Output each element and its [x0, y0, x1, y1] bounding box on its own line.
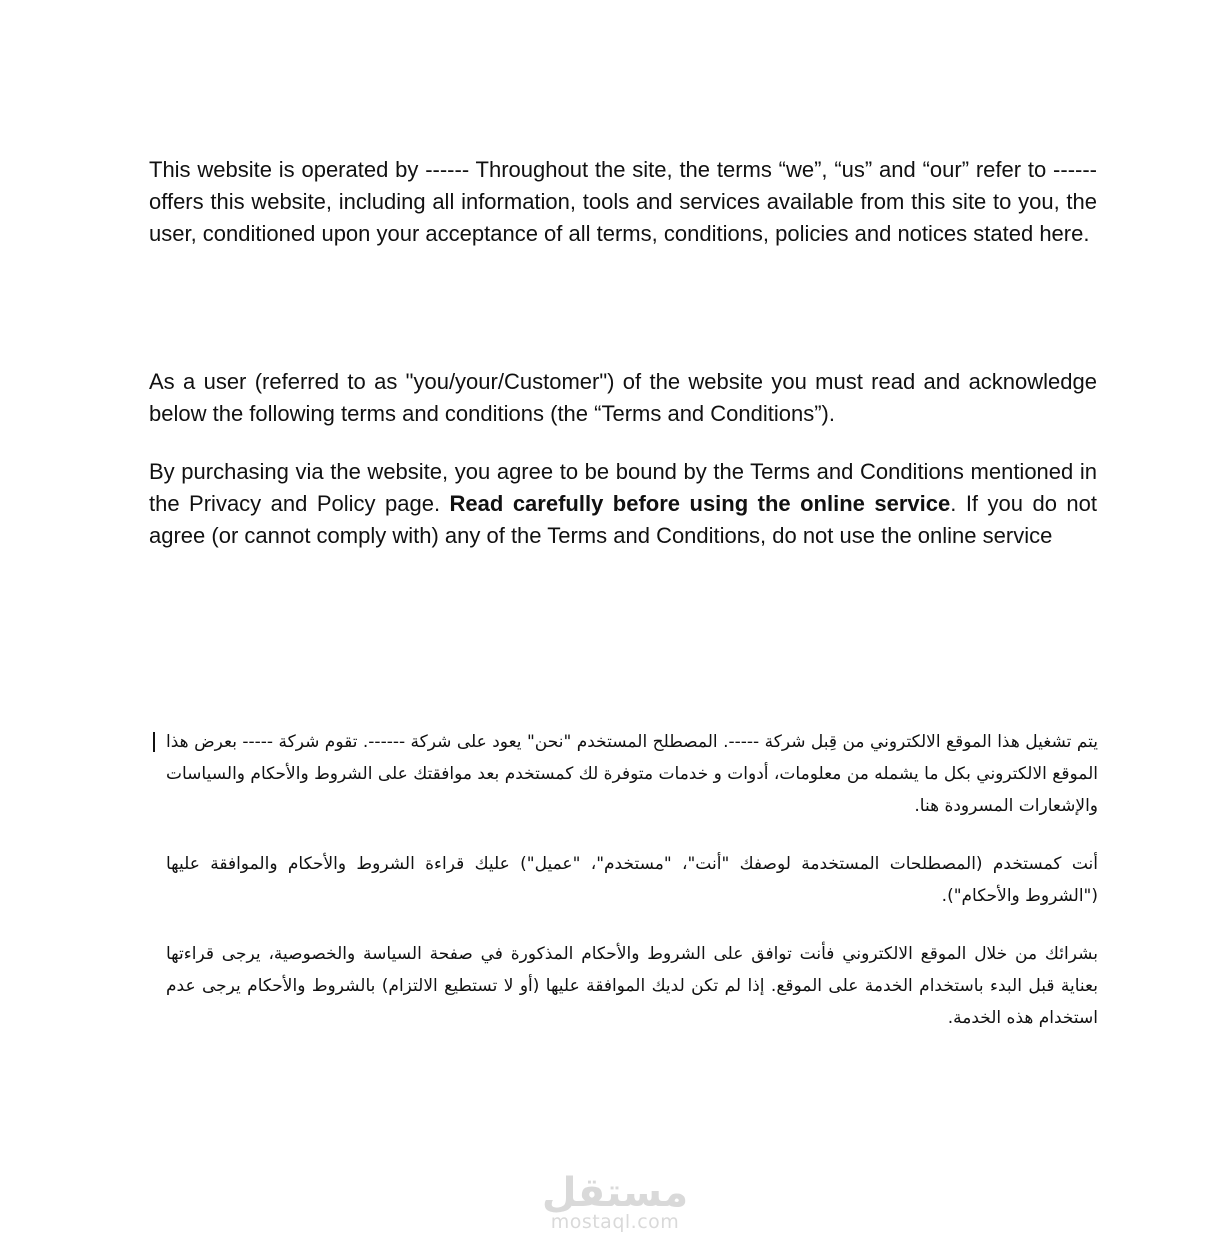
purchase-text-start: By purchasing via the website, you agree to be bound by the Terms and Conditions mentioned in the Privacy and Policy page.	[149, 459, 1097, 516]
watermark-url: mostaql.com	[550, 1211, 680, 1233]
read-carefully-bold: Read carefully before using the online service	[449, 491, 951, 516]
english-purchase-paragraph	[149, 456, 1097, 552]
arabic-intro-paragraph: يتم تشغيل هذا الموقع الالكتروني من قِبل شركة -----. المصطلح المستخدم "نحن" يعود على شركة ------. تقوم شركة ----- بعرض هذا الموقع الالكتروني بكل ما يشمله من معلومات، أدوات و خدمات متوفرة لك كمستخدم بعد موافقتك على الشروط والأحكام والسياسات والإشعارات المسرودة هنا.	[166, 732, 1098, 816]
watermark-logo: مستقل	[541, 1170, 689, 1216]
english-intro-paragraph: This website is operated by ------ Throughout the site, the terms “we”, “us” and “our” refer to ------ offers this website, including all information, tools and services available from this site to you, the user, conditioned upon your acceptance of all terms, conditions, policies and notices stated here.	[149, 157, 1097, 246]
english-user-paragraph: As a user (referred to as "you/your/Customer") of the website you must read and acknowledge below the following terms and conditions (the “Terms and Conditions”).	[149, 369, 1097, 426]
arabic-user-paragraph: أنت كمستخدم (المصطلحات المستخدمة لوصفك "أنت"، "مستخدم"، "عميل") عليك قراءة الشروط والأحكام والموافقة عليها ("الشروط والأحكام").	[166, 854, 1098, 906]
purchase-text-end: . If you do not agree (or cannot comply with) any of the Terms and Conditions, do not use the online service	[149, 491, 1098, 548]
arabic-purchase-paragraph: بشرائك من خلال الموقع الالكتروني فأنت توافق على الشروط والأحكام المذكورة في صفحة السياسة والخصوصية، يرجى قراءتها بعناية قبل البدء باستخدام الخدمة على الموقع. إذا لم تكن لديك الموافقة عليها (أو لا تستطيع الالتزام) بالشروط والأحكام يرجى عدم استخدام هذه الخدمة.	[166, 944, 1098, 1028]
text-cursor	[153, 732, 155, 752]
